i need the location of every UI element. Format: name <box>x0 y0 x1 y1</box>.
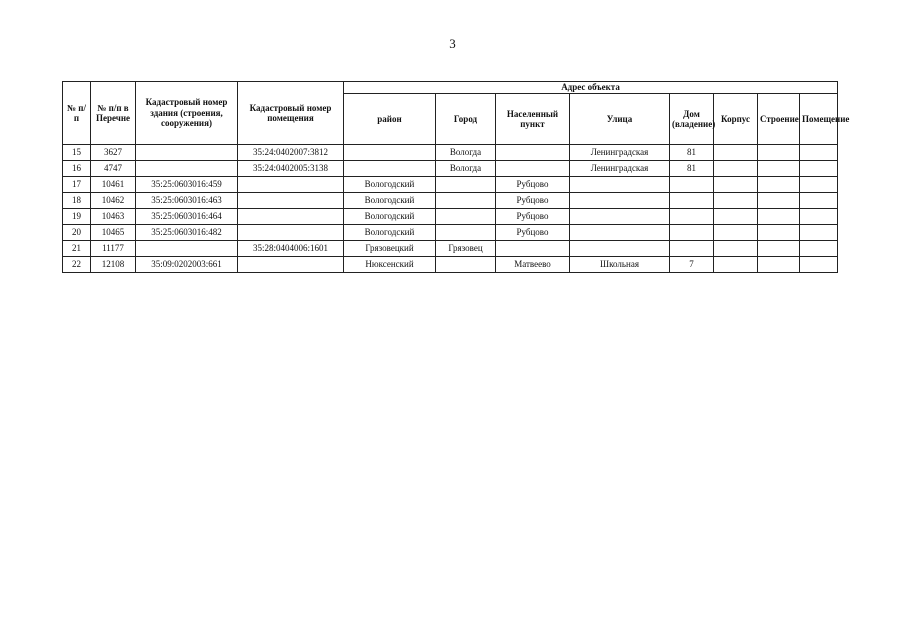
objects-table <box>62 81 850 273</box>
cell-building <box>758 241 800 257</box>
cell-city <box>436 193 496 209</box>
cell-building <box>758 257 800 273</box>
cell-room-cadastral: 35:24:0402007:3812 <box>238 145 344 161</box>
cell-street <box>570 225 670 241</box>
cell-list-num: 11177 <box>91 241 136 257</box>
cell-list-num: 4747 <box>91 161 136 177</box>
cell-num: 22 <box>63 257 91 273</box>
table-row <box>63 161 838 177</box>
cell-settlement: Рубцово <box>496 209 570 225</box>
col-header-street: Улица <box>570 94 670 145</box>
cell-district: Вологодский <box>344 177 436 193</box>
col-header-house: Дом (владение) <box>670 94 714 145</box>
cell-premises <box>800 209 838 225</box>
cell-building-cadastral: 35:09:0202003:661 <box>136 257 238 273</box>
col-header-building-cadastral: Кадастровый номер здания (строения, сооружения) <box>136 82 238 145</box>
cell-city <box>436 177 496 193</box>
table-body <box>63 145 838 273</box>
table-row <box>63 177 838 193</box>
cell-district: Вологодский <box>344 225 436 241</box>
cell-building <box>758 177 800 193</box>
cell-num: 19 <box>63 209 91 225</box>
cell-block <box>714 193 758 209</box>
col-header-district: район <box>344 94 436 145</box>
cell-building-cadastral <box>136 161 238 177</box>
cell-district: Нюксенский <box>344 257 436 273</box>
cell-building-cadastral <box>136 241 238 257</box>
col-header-block: Корпус <box>714 94 758 145</box>
table-row <box>63 257 838 273</box>
cell-list-num: 3627 <box>91 145 136 161</box>
col-header-settlement: Населенный пункт <box>496 94 570 145</box>
cell-num: 16 <box>63 161 91 177</box>
col-header-room-cadastral: Кадастровый номер помещения <box>238 82 344 145</box>
cell-city: Грязовец <box>436 241 496 257</box>
cell-num: 20 <box>63 225 91 241</box>
cell-block <box>714 209 758 225</box>
table-row <box>63 193 838 209</box>
cell-street: Ленинградская <box>570 161 670 177</box>
col-header-premises: Помещение <box>800 94 838 145</box>
cell-block <box>714 241 758 257</box>
cell-house <box>670 241 714 257</box>
cell-premises <box>800 193 838 209</box>
cell-settlement <box>496 145 570 161</box>
cell-block <box>714 161 758 177</box>
cell-district: Вологодский <box>344 209 436 225</box>
cell-street: Школьная <box>570 257 670 273</box>
cell-block <box>714 257 758 273</box>
cell-premises <box>800 257 838 273</box>
cell-num: 15 <box>63 145 91 161</box>
col-header-city: Город <box>436 94 496 145</box>
cell-building-cadastral: 35:25:0603016:459 <box>136 177 238 193</box>
cell-district: Вологодский <box>344 193 436 209</box>
cell-room-cadastral <box>238 209 344 225</box>
cell-house <box>670 209 714 225</box>
cell-building <box>758 209 800 225</box>
cell-block <box>714 225 758 241</box>
cell-settlement: Рубцово <box>496 177 570 193</box>
cell-block <box>714 145 758 161</box>
cell-street <box>570 209 670 225</box>
cell-district <box>344 145 436 161</box>
cell-house <box>670 225 714 241</box>
cell-settlement <box>496 161 570 177</box>
cell-city <box>436 209 496 225</box>
cell-num: 17 <box>63 177 91 193</box>
cell-house: 7 <box>670 257 714 273</box>
cell-settlement: Рубцово <box>496 193 570 209</box>
cell-building <box>758 145 800 161</box>
cell-num: 18 <box>63 193 91 209</box>
cell-room-cadastral <box>238 257 344 273</box>
cell-premises <box>800 225 838 241</box>
cell-premises <box>800 241 838 257</box>
page-number: 3 <box>449 36 456 51</box>
cell-list-num: 10463 <box>91 209 136 225</box>
cell-city: Вологда <box>436 161 496 177</box>
cell-num: 21 <box>63 241 91 257</box>
cell-list-num: 10465 <box>91 225 136 241</box>
header-row-top <box>63 82 838 94</box>
cell-room-cadastral: 35:24:0402005:3138 <box>238 161 344 177</box>
cell-room-cadastral <box>238 225 344 241</box>
cell-street: Ленинградская <box>570 145 670 161</box>
cell-house: 81 <box>670 161 714 177</box>
cell-settlement: Матвеево <box>496 257 570 273</box>
cell-street <box>570 241 670 257</box>
cell-list-num: 12108 <box>91 257 136 273</box>
cell-building <box>758 225 800 241</box>
cell-building <box>758 161 800 177</box>
table-row <box>63 209 838 225</box>
cell-settlement <box>496 241 570 257</box>
cell-list-num: 10462 <box>91 193 136 209</box>
cell-building-cadastral: 35:25:0603016:464 <box>136 209 238 225</box>
cell-room-cadastral <box>238 177 344 193</box>
cell-city: Вологда <box>436 145 496 161</box>
col-header-address-group: Адрес объекта <box>344 82 838 94</box>
table-row <box>63 225 838 241</box>
col-header-list-num: № п/п в Перечне <box>91 82 136 145</box>
cell-building <box>758 193 800 209</box>
cell-block <box>714 177 758 193</box>
cell-settlement: Рубцово <box>496 225 570 241</box>
cell-premises <box>800 177 838 193</box>
cell-house <box>670 177 714 193</box>
col-header-num: № п/п <box>63 82 91 145</box>
cell-house <box>670 193 714 209</box>
cell-street <box>570 177 670 193</box>
cell-building-cadastral: 35:25:0603016:463 <box>136 193 238 209</box>
cell-building-cadastral <box>136 145 238 161</box>
cell-room-cadastral <box>238 193 344 209</box>
cell-premises <box>800 161 838 177</box>
cell-street <box>570 193 670 209</box>
col-header-building: Строение <box>758 94 800 145</box>
cell-list-num: 10461 <box>91 177 136 193</box>
cell-district <box>344 161 436 177</box>
cell-city <box>436 225 496 241</box>
table-row <box>63 241 838 257</box>
cell-house: 81 <box>670 145 714 161</box>
cell-city <box>436 257 496 273</box>
cell-premises <box>800 145 838 161</box>
cell-building-cadastral: 35:25:0603016:482 <box>136 225 238 241</box>
cell-room-cadastral: 35:28:0404006:1601 <box>238 241 344 257</box>
cell-district: Грязовецкий <box>344 241 436 257</box>
table-row <box>63 145 838 161</box>
